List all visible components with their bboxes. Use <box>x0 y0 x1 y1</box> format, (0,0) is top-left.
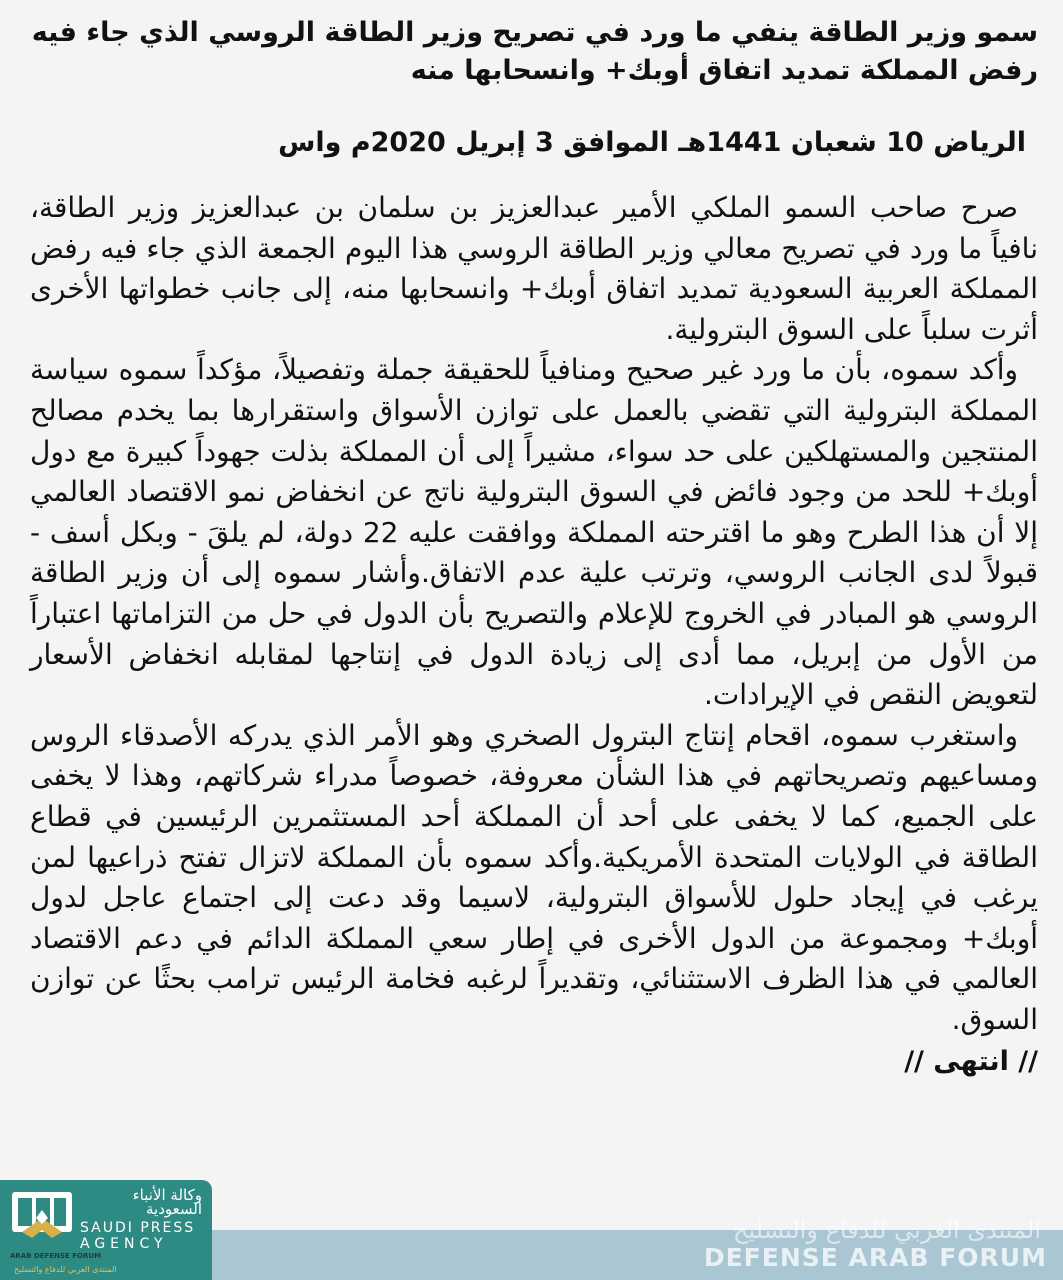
dateline: الرياض 10 شعبان 1441هـ الموافق 3 إبريل 2020م واس <box>278 127 1026 158</box>
headline <box>30 14 1038 90</box>
spa-name-arabic: وكالة الأنباء السعودية <box>132 1186 202 1218</box>
article <box>30 14 1038 1082</box>
spa-name-english-2: AGENCY <box>80 1236 168 1252</box>
end-marker: // انتهى // <box>904 1046 1038 1078</box>
watermark-english: ARAB DEFENSE FORUM <box>10 1252 102 1260</box>
forum-name-english: DEFENSE ARAB FORUM <box>703 1243 1047 1272</box>
headline-line-2: رفض المملكة تمديد اتفاق أوبك+ وانسحابها منه <box>410 55 1038 86</box>
forum-name-arabic: المنتدى العربي للدفاع والتسليح <box>733 1216 1041 1244</box>
spa-name-english-1: SAUDI PRESS <box>80 1220 196 1236</box>
watermark-arabic: المنتدى العربي للدفاع والتسليح <box>14 1265 117 1274</box>
spa-emblem-icon <box>8 1188 76 1244</box>
paragraph: واستغرب سموه، اقحام إنتاج البترول الصخري وهو الأمر الذي يدركه الأصدقاء الروس ومساعيهم وتصريحاتهم في هذا الشأن معروفة، خصوصاً مدراء شركاتهم، وهذا لا يخفى على الجميع، كما لا يخفى على أحد أن المملكة أحد المستثمرين الرئيسين في قطاع الطاقة في الولايات المتحدة الأمريكية.وأكد سموه بأن المملكة لاتزال تفتح ذراعيها لمن يرغب في إيجاد حلول للأسواق البترولية، لاسيما وقد دعت إلى اجتماع عاجل لدول أوبك+ ومجموعة من الدول الأخرى في إطار سعي المملكة الدائم في دعم الاقتصاد العالمي في هذا الظرف الاستثنائي، وتقديراً لرغبه فخامة الرئيس ترامب بحثًا عن توازن السوق. <box>30 718 1038 1036</box>
headline-line-1: سمو وزير الطاقة ينفي ما ورد في تصريح وزير الطاقة الروسي الذي جاء فيه <box>31 17 1038 48</box>
paragraph: وأكد سموه، بأن ما ورد غير صحيح ومنافياً للحقيقة جملة وتفصيلاً، مؤكداً سموه سياسة المملكة البترولية التي تقضي بالعمل على توازن الأسواق واستقرارها بما يخدم مصالح المنتجين والمستهلكين على حد سواء، مشيراً إلى أن المملكة بذلت جهوداً كبيرة مع دول أوبك+ للحد من وجود فائض في السوق البترولية ناتج عن انخفاض نمو الاقتصاد العالمي إلا أن هذا الطرح وهو ما اقترحته المملكة ووافقت عليه 22 دولة، لم يلقَ - وبكل أسف - قبولاً لدى الجانب الروسي، وترتب علية عدم الاتفاق.وأشار سموه إلى أن وزير الطاقة الروسي هو المبادر في الخروج للإعلام والتصريح بأن الدول في حل من التزاماتها اعتباراً من الأول من إبريل، مما أدى إلى زيادة الدول في إنتاجها لمقابله انخفاض الأسعار لتعويض النقص في الإيرادات. <box>30 353 1038 712</box>
paragraph: صرح صاحب السمو الملكي الأمير عبدالعزيز بن سلمان بن عبدالعزيز وزير الطاقة، نافياً ما ورد في تصريح معالي وزير الطاقة الروسي هذا اليوم الجمعة الذي جاء فيه رفض المملكة العربية السعودية تمديد اتفاق أوبك+ وانسحابها منه، إلى جانب خطواتها الأخرى أثرت سلباً على السوق البترولية. <box>30 191 1038 346</box>
spa-logo <box>0 1180 212 1280</box>
article-body <box>30 188 1038 1040</box>
